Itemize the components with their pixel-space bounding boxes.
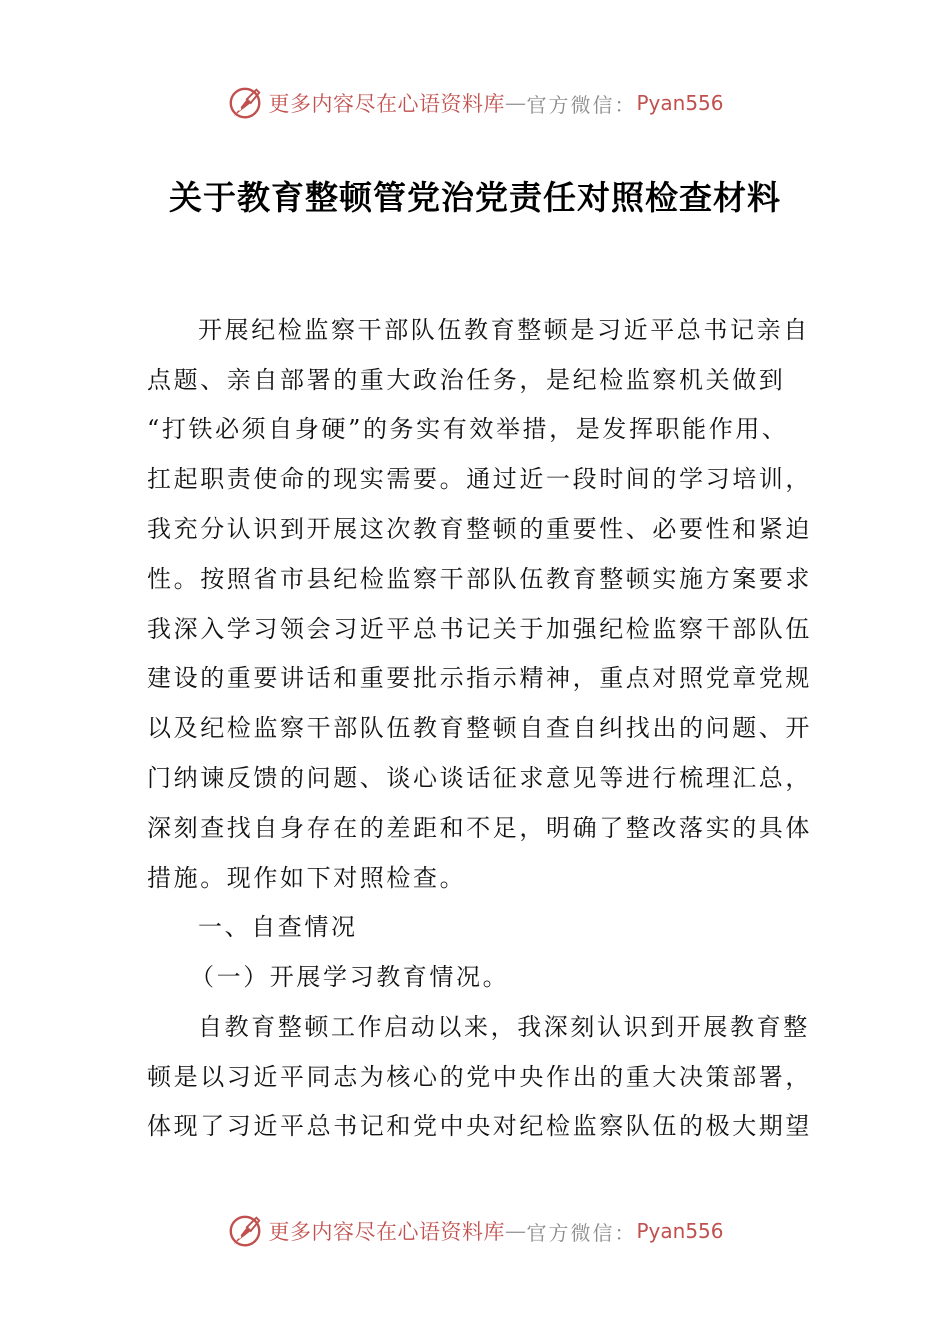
body-line: 扛起职责使命的现实需要。通过近一段时间的学习培训，: [147, 465, 812, 493]
body-line: 自教育整顿工作启动以来，我深刻认识到开展教育整: [198, 1013, 810, 1041]
body-line: “打铁必须自身硬”的务实有效举措，是发挥职能作用、: [147, 415, 789, 443]
body-line: 以及纪检监察干部队伍教育整顿自查自纠找出的问题、开: [147, 714, 812, 742]
watermark-label: 官方微信：: [526, 1220, 637, 1245]
body-line: 性。按照省市县纪检监察干部队伍教育整顿实施方案要求: [147, 565, 812, 593]
body-line: 点题、亲自部署的重大政治任务，是纪检监察机关做到: [147, 366, 786, 394]
document-title: 关于教育整顿管党治党责任对照检查材料: [169, 178, 781, 217]
watermark-wechat-id: Pyan556: [636, 1219, 724, 1243]
watermark-dash: —: [504, 1219, 527, 1243]
header-watermark: [0, 83, 950, 123]
watermark-label: 官方微信：: [526, 92, 637, 117]
pen-logo-icon: [226, 84, 264, 122]
body-line: 我深入学习领会习近平总书记关于加强纪检监察干部队伍: [147, 615, 812, 643]
body-line: 建设的重要讲话和重要批示指示精神，重点对照党章党规: [147, 664, 812, 692]
watermark-text: 更多内容尽在心语资料库: [268, 1220, 505, 1244]
body-line: 我充分认识到开展这次教育整顿的重要性、必要性和紧迫: [147, 515, 812, 543]
body-line: 开展纪检监察干部队伍教育整顿是习近平总书记亲自: [198, 316, 810, 344]
body-line: 门纳谏反馈的问题、谈心谈话征求意见等进行梳理汇总，: [147, 764, 812, 792]
pen-logo-icon: [226, 1212, 264, 1250]
watermark-dash: —: [504, 91, 527, 115]
section-heading: 一、自查情况: [198, 913, 358, 941]
body-line: 深刻查找自身存在的差距和不足，明确了整改落实的具体: [147, 814, 812, 842]
footer-watermark: [0, 1211, 950, 1251]
subsection-heading: （一）开展学习教育情况。: [190, 963, 510, 991]
body-line: 顿是以习近平同志为核心的党中央作出的重大决策部署，: [147, 1063, 812, 1091]
watermark-wechat-id: Pyan556: [636, 91, 724, 115]
body-line: 体现了习近平总书记和党中央对纪检监察队伍的极大期望: [147, 1112, 812, 1140]
watermark-text: 更多内容尽在心语资料库: [268, 92, 505, 116]
body-line: 措施。现作如下对照检查。: [147, 864, 467, 892]
